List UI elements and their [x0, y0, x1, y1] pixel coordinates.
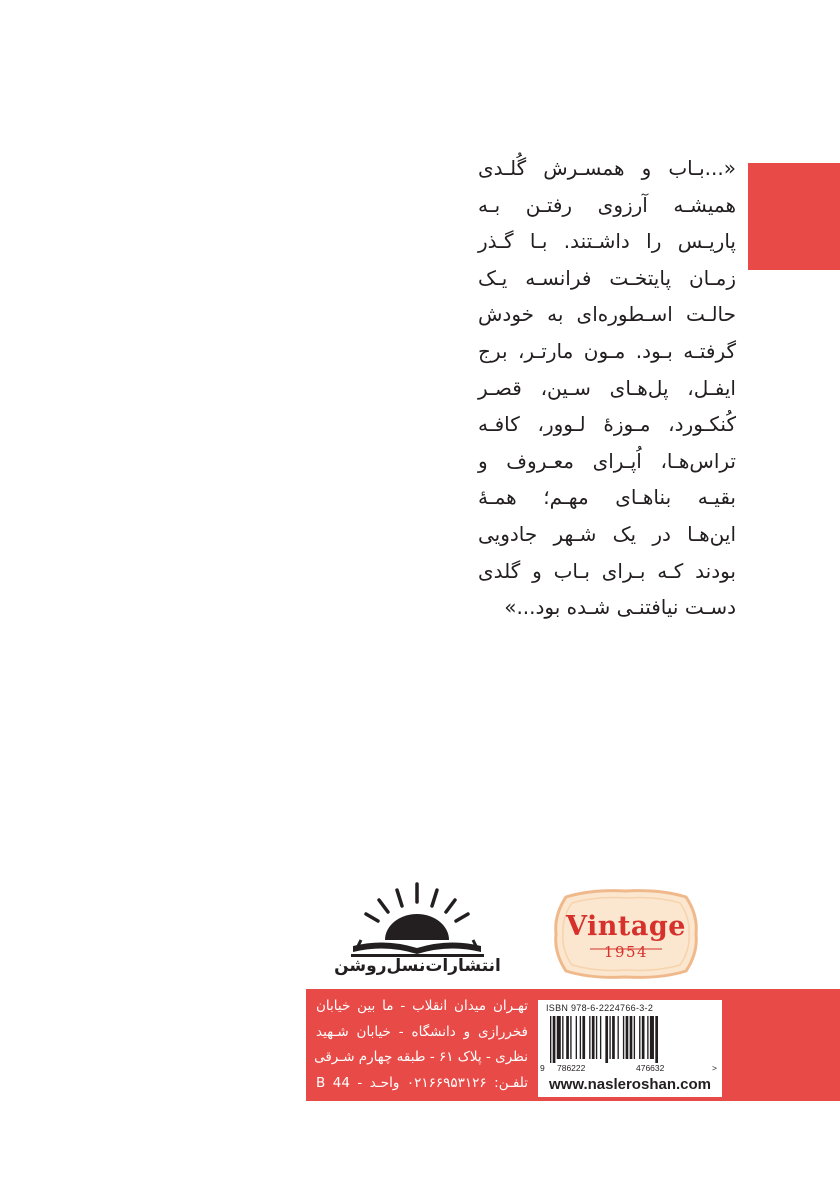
barcode-bar	[630, 1016, 633, 1059]
barcode-bar	[618, 1016, 619, 1059]
blurb-line: بقیـه بناهـای مهـم؛ همـهٔ	[478, 485, 736, 510]
barcode-bar	[626, 1016, 629, 1059]
barcode-bar	[596, 1016, 597, 1059]
blurb-line: بودند کـه بـرای بـاب و گلدی	[478, 558, 736, 583]
barcode-bar	[639, 1016, 640, 1059]
barcode-bar	[650, 1016, 654, 1059]
barcode-digit-first: 9	[540, 1063, 545, 1073]
barcode-digits-left: 786222	[557, 1063, 586, 1073]
isbn-number: ISBN 978-6-2224766-3-2	[546, 1003, 654, 1013]
barcode-bar	[580, 1016, 581, 1059]
barcode-digit-end: >	[712, 1063, 717, 1073]
barcode-bar	[634, 1016, 635, 1059]
address-line: تلفـن: ۰۲۱۶۶۹۵۳۱۲۶ واحـد - 44 B	[316, 1074, 528, 1091]
blurb-line: ایفـل، پل‌هـای سـین، قصـر	[478, 375, 736, 400]
barcode-bar	[647, 1016, 648, 1059]
blurb-line: کُنکـورد، مـوزهٔ لـوور، کافـه	[478, 412, 736, 437]
blurb-line: پاریـس را داشـتند. بـا گـذر	[478, 229, 736, 254]
publisher-address	[316, 994, 528, 1096]
vintage-wordmark: Vintage	[566, 911, 686, 942]
barcode-bar	[605, 1016, 608, 1063]
barcode-bar	[642, 1016, 645, 1059]
back-cover-blurb	[478, 150, 736, 626]
barcode-bar	[655, 1016, 658, 1063]
publisher-logo	[345, 882, 490, 962]
publisher-name: انتشارات‌نسل‌روشن	[334, 956, 501, 976]
barcode-bar	[589, 1016, 590, 1059]
isbn-box	[538, 1000, 722, 1097]
barcode-bar	[570, 1016, 571, 1059]
address-line: نظری - پلاک ۶۱ - طبقه چهارم شـرقی	[314, 1049, 528, 1065]
barcode-bar	[576, 1016, 577, 1059]
barcode-digits-right: 476632	[636, 1063, 665, 1073]
blurb-line: این‌هـا در یک شـهر جادویی	[478, 521, 736, 546]
blurb-line: تراس‌هـا، اُپـرای معـروف و	[478, 448, 736, 473]
rising-sun-book-icon	[345, 882, 490, 962]
blurb-line: «...بـاب و همسـرش گُلـدی	[478, 156, 736, 180]
blurb-line: دسـت نیافتنـی شـده بود...»	[504, 595, 736, 620]
barcode-bar	[562, 1016, 563, 1059]
blurb-line: گرفتـه بـود. مـون مارتـر، برج	[478, 338, 736, 363]
barcode-bar	[612, 1016, 615, 1059]
red-accent-tab	[748, 163, 840, 270]
address-line: تهـران میدان انقلاب - ما بین خیابان	[316, 998, 528, 1014]
vintage-logo	[552, 887, 700, 981]
barcode-digits	[540, 1063, 718, 1073]
barcode-bar	[592, 1016, 595, 1059]
publisher-website: www.nasleroshan.com	[549, 1076, 711, 1093]
barcode-bar	[553, 1016, 556, 1063]
barcode-bar	[600, 1016, 601, 1059]
barcode-bar	[557, 1016, 561, 1059]
barcode-bar	[623, 1016, 624, 1059]
barcode-bar	[550, 1016, 551, 1063]
address-line: فخررازی و دانشگاه - خیابان شـهید	[316, 1023, 528, 1040]
blurb-line: زمـان پایتخـت فرانسـه یـک	[478, 265, 736, 290]
blurb-line: همیشـه آرزوی رفتـن بـه	[478, 192, 736, 217]
barcode-bar	[582, 1016, 585, 1059]
barcode-bar	[566, 1016, 569, 1059]
vintage-year: 1954	[603, 943, 649, 961]
barcode-bar	[609, 1016, 610, 1059]
barcode-icon	[548, 1016, 708, 1063]
blurb-line: حالـت اسـطوره‌ای به خودش	[478, 302, 736, 327]
